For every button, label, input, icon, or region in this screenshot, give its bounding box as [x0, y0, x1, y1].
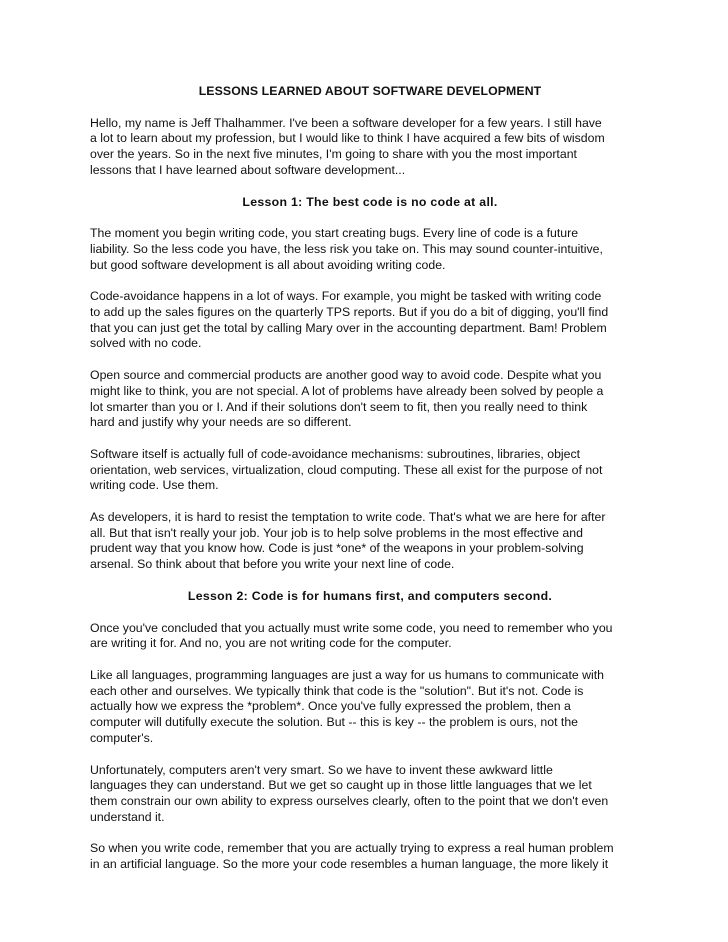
- lesson-1-paragraph: As developers, it is hard to resist the temptation to write code. That's what we are here for after all. But that isn't really your job. Your job is to help solve problems in the most effective and prudent way that you know how. Code is just *one* of the weapons in your problem-solving arsenal. So think about that before you write your next line of code.: [90, 510, 606, 572]
- lesson-1-paragraph: The moment you begin writing code, you start creating bugs. Every line of code is a future liability. So the less code you have, the less risk you take on. This may sound counter-intuitive, but good software development is all about avoiding writing code.: [90, 226, 603, 272]
- document-page: [90, 84, 650, 873]
- lesson-2-heading: Lesson 2: Code is for humans first, and computers second.: [187, 588, 553, 603]
- lesson-1-paragraph: Software itself is actually full of code-avoidance mechanisms: subroutines, libraries, object orientation, web services, virtualization, cloud computing. These all exist for the purpose of not writing code. Use them.: [90, 446, 603, 493]
- lesson-2-paragraph: Like all languages, programming languages are just a way for us humans to communicate with each other and ourselves. We typically think that code is the "solution". But it's not. Code is actually how we express the *problem*. Once you've fully expressed the problem, then a computer will dutifully execute the solution. But -- this is key -- the problem is ours, not the computer's.: [90, 667, 605, 745]
- lesson-1-paragraph: Open source and commercial products are another good way to avoid code. Despite what you might like to think, you are not special. A lot of problems have already been solved by people a lot smarter than you or I. And if their solutions don't seem to fit, then you really need to think hard and justify why your needs are so different.: [90, 368, 604, 430]
- lesson-2-paragraph: Unfortunately, computers aren't very smart. So we have to invent these awkward little languages they can understand. But we get so caught up in those little languages that we let them constrain our own ability to express ourselves clearly, often to the point that we don't even understand it.: [90, 762, 609, 824]
- lesson-2-paragraph: Once you've concluded that you actually must write some code, you need to remember who you are writing it for. And no, you are not writing code for the computer.: [90, 620, 613, 651]
- lesson-1-paragraph: Code-avoidance happens in a lot of ways. For example, you might be tasked with writing code to add up the sales figures on the quarterly TPS reports. But if you do a bit of digging, you'll find that you can just get the total by calling Mary over in the accounting department. Bam! Problem solved with no code.: [90, 289, 609, 351]
- lesson-1-heading: Lesson 1: The best code is no code at all.: [242, 194, 498, 209]
- document-title: LESSONS LEARNED ABOUT SOFTWARE DEVELOPMENT: [198, 84, 542, 98]
- intro-paragraph: Hello, my name is Jeff Thalhammer. I've been a software developer for a few years. I still have a lot to learn about my profession, but I would like to think I have acquired a few bits of wisdom over the years. So in the next five minutes, I'm going to share with you the most important lessons that I have learned about software development...: [90, 115, 605, 177]
- lesson-2-paragraph: So when you write code, remember that you are actually trying to express a real human problem in an artificial language. So the more your code resembles a human language, the more likely it: [90, 841, 614, 872]
